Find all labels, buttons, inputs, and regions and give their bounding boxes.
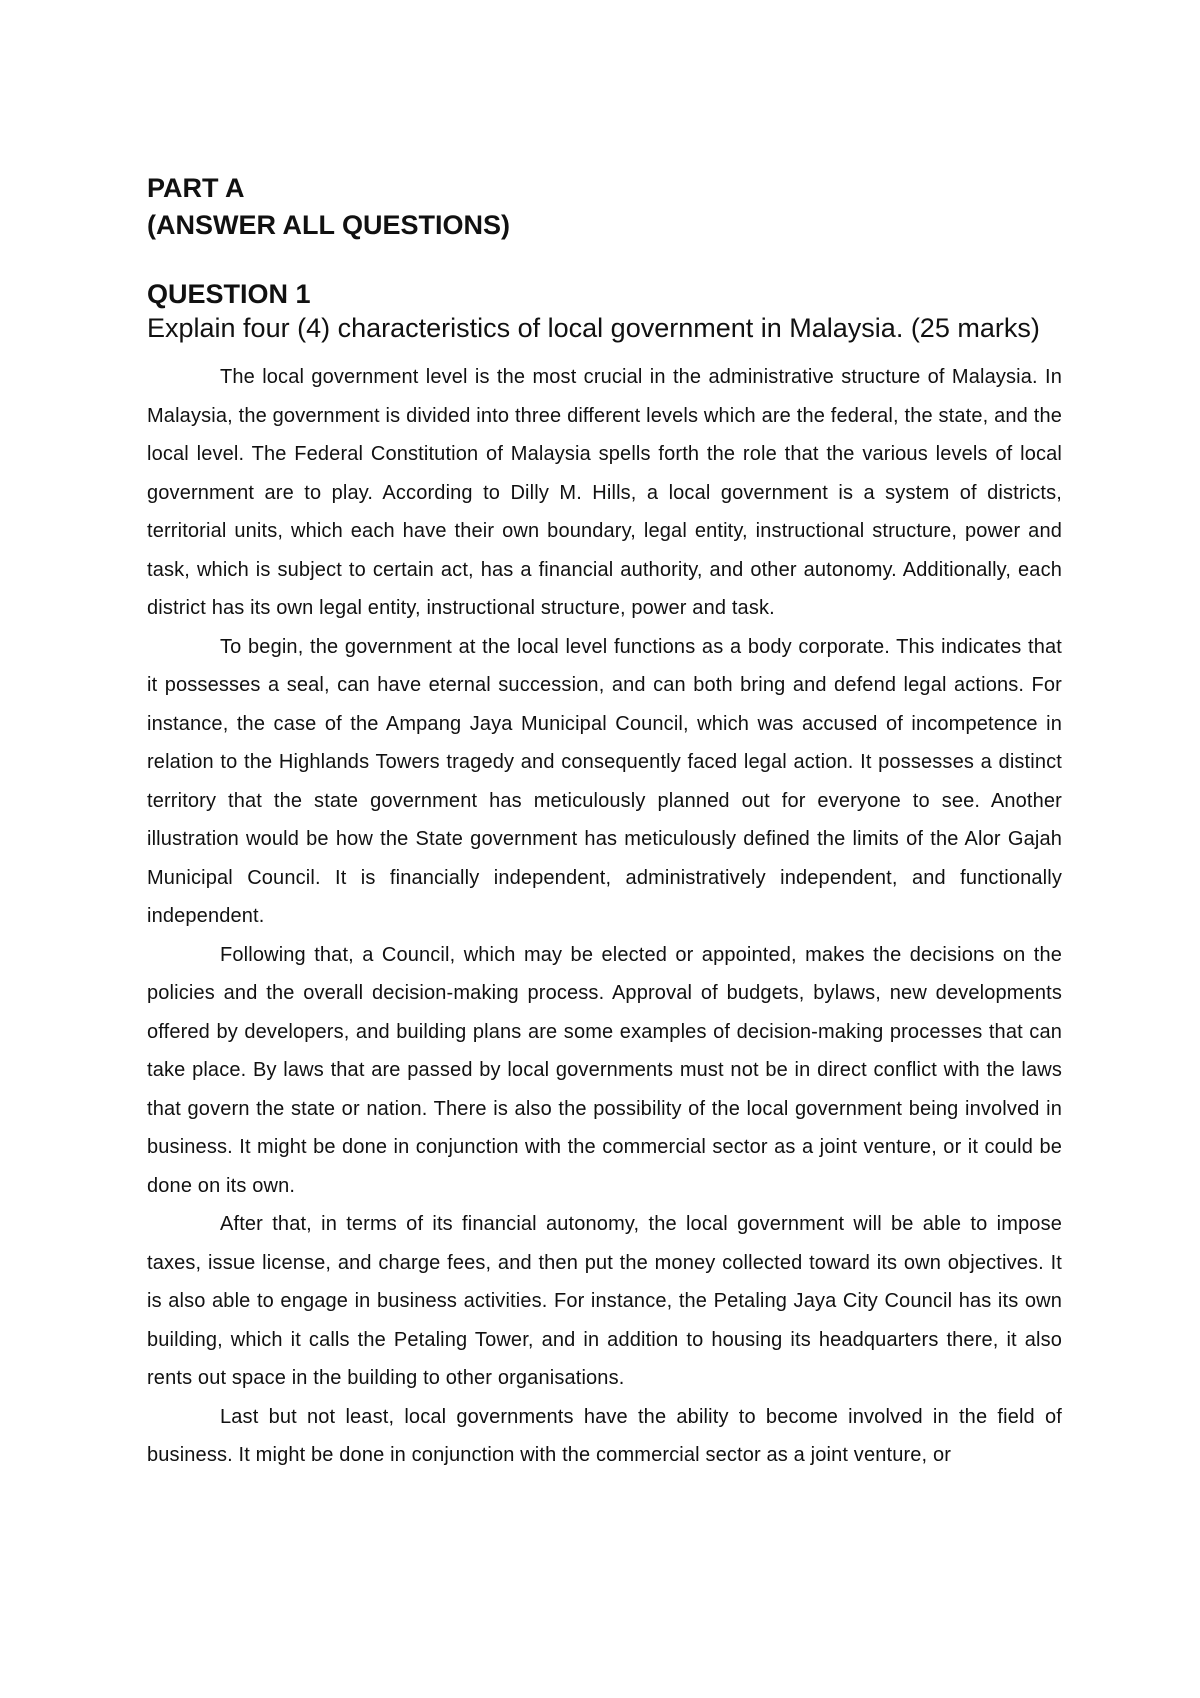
body-paragraph-council: Following that, a Council, which may be elected or appointed, makes the decisions on the policies and the overall decision-making process. Approval of budgets, bylaws, new developments offered by developers, and building plans are some examples of decision-making processes that can take place. By laws that are passed by local governments must not be in direct conflict with the laws that govern the state or nation. There is also the possibility of the local government being involved in business. It might be done in conjunction with the commercial sector as a joint venture, or it could be done on its own. [147,943,1062,1197]
question-prompt: Explain four (4) characteristics of local government in Malaysia. (25 marks) [147,313,1040,343]
body-paragraph-intro: The local government level is the most crucial in the administrative structure of Malaysia. In Malaysia, the government is divided into three different levels which are the federal, the state, and the local level. The Federal Constitution of Malaysia spells forth the role that the various levels of local government are to play. According to Dilly M. Hills, a local government is a system of districts, territorial units, which each have their own boundary, legal entity, instructional structure, power and task, which is subject to certain act, has a financial authority, and other autonomy. Additionally, each district has its own legal entity, instructional structure, power and task. [147,366,1062,619]
question-title: QUESTION 1 [147,279,311,309]
part-instruction: (ANSWER ALL QUESTIONS) [147,210,510,240]
part-title: PART A [147,173,245,203]
body-paragraph-financial-autonomy: After that, in terms of its financial autonomy, the local government will be able to impose taxes, issue license, and charge fees, and then put the money collected toward its own objectives. It is also able to engage in business activities. For instance, the Petaling Jaya City Council has its own building, which it calls the Petaling Tower, and in addition to housing its headquarters there, it also rents out space in the building to other organisations. [147,1213,1062,1389]
body-paragraph-body-corporate: To begin, the government at the local level functions as a body corporate. This indicates that it possesses a seal, can have eternal succession, and can both bring and defend legal actions. For instance, the case of the Ampang Jaya Municipal Council, which was accused of incompetence in relation to the Highlands Towers tragedy and consequently faced legal action. It possesses a distinct territory that the state government has meticulously planned out for everyone to see. Another illustration would be how the State government has meticulously defined the limits of the Alor Gajah Municipal Council. It is financially independent, administratively independent, and functionally independent. [147,635,1062,927]
document-page [147,170,1062,1475]
body-paragraph-business: Last but not least, local governments have the ability to become involved in the field of business. It might be done in conjunction with the commercial sector as a joint venture, or [147,1405,1062,1466]
